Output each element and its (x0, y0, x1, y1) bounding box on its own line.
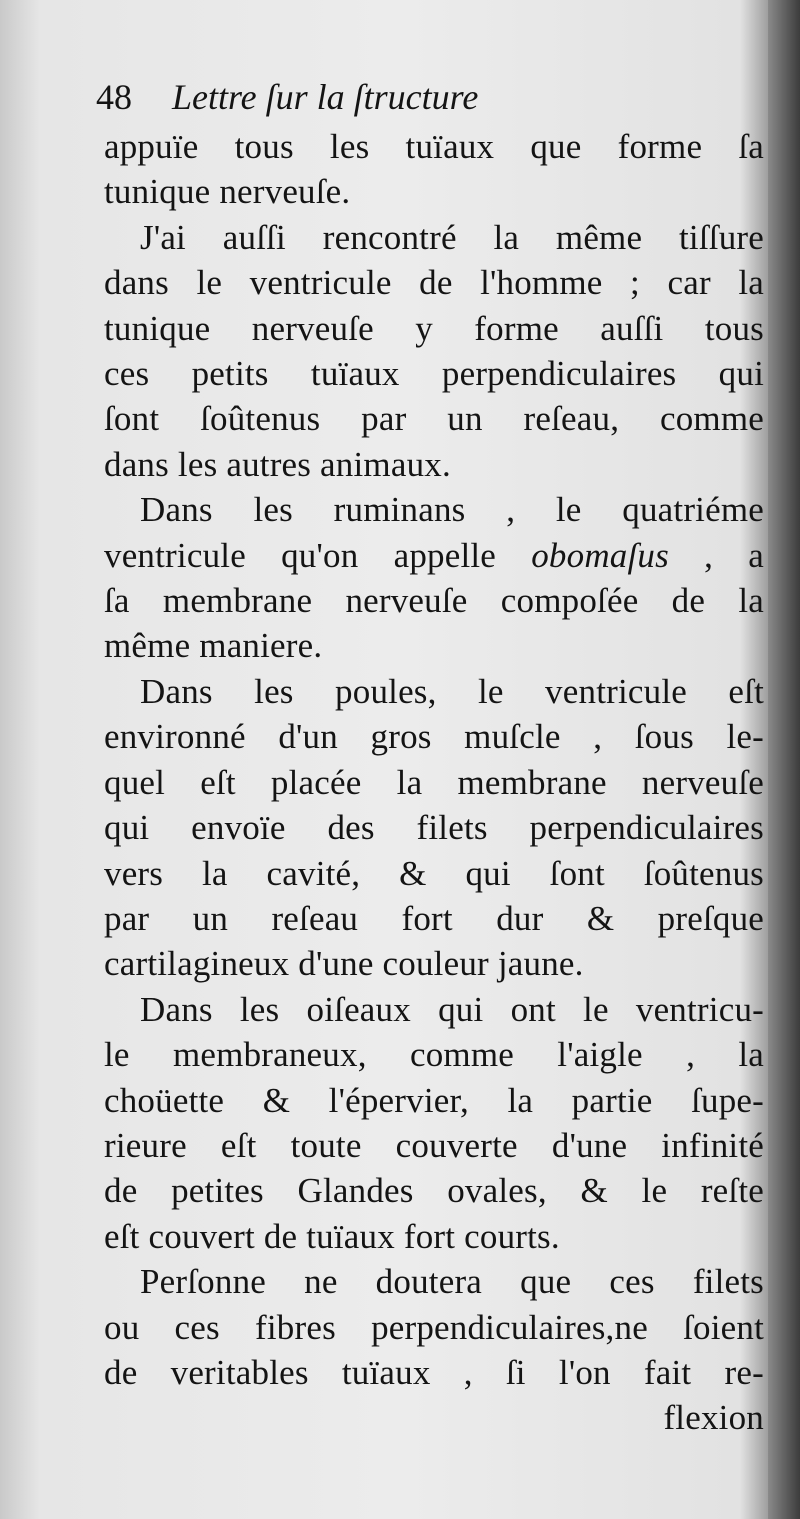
text-line: ces petits tuïaux perpendiculaires qui (104, 354, 764, 394)
text-line: Dans les poules, le ventricule eſt (140, 671, 764, 711)
text-line: de petites Glandes ovales, & le reſte (104, 1171, 764, 1211)
text-line: environné d'un gros muſcle , ſous le- (104, 717, 764, 757)
text-line: rieure eſt toute couverte d'une infinité (104, 1125, 764, 1165)
text-line: tunique nerveuſe. (104, 172, 351, 212)
text-line: appuïe tous les tuïaux que forme ſa (104, 127, 764, 166)
running-head: Lettre ſur la ſtructure (172, 77, 479, 117)
text-line: cartilagineux d'une couleur jaune. (104, 944, 584, 984)
book-spine-shadow (768, 0, 800, 1519)
text-line: le membraneux, comme l'aigle , la (104, 1035, 764, 1075)
text-line: Perſonne ne doutera que ces filets (140, 1262, 764, 1302)
text-line: Dans les ruminans , le quatriéme (140, 490, 764, 530)
text-line: qui envoïe des filets perpendiculaires (104, 808, 764, 848)
page-header (96, 74, 756, 120)
text-line: même maniere. (104, 626, 323, 666)
text-line: dans le ventricule de l'homme ; car la (104, 263, 764, 303)
text-line: Dans les oiſeaux qui ont le ventricu- (140, 989, 764, 1029)
text-line: par un reſeau fort dur & preſque (104, 898, 764, 938)
text-line: tunique nerveuſe y forme auſſi tous (104, 308, 764, 348)
text-line: quel eſt placée la membrane nerveuſe (104, 762, 764, 802)
body-text (104, 124, 764, 1441)
text-line: J'ai auſſi rencontré la même tiſſure (140, 217, 764, 257)
text-line: ou ces fibres perpendiculaires,ne ſoient (104, 1307, 764, 1347)
text-line: ſa membrane nerveuſe compoſée de la (104, 581, 764, 621)
text-line: ſont ſoûtenus par un reſeau, comme (104, 399, 764, 439)
text-line: de veritables tuïaux , ſi l'on fait re- (104, 1352, 764, 1392)
text-line: dans les autres animaux. (104, 444, 451, 484)
text-line: flexion (663, 1398, 764, 1438)
text-line: choüette & l'épervier, la partie ſupe- (104, 1080, 764, 1120)
text-line: eſt couvert de tuïaux fort courts. (104, 1216, 560, 1256)
text-line: vers la cavité, & qui ſont ſoûtenus (104, 853, 764, 893)
latin-term: obomaſus (531, 535, 669, 575)
page-number: 48 (96, 77, 132, 117)
text-line: ventricule qu'on appelle obomaſus , a (104, 535, 764, 575)
